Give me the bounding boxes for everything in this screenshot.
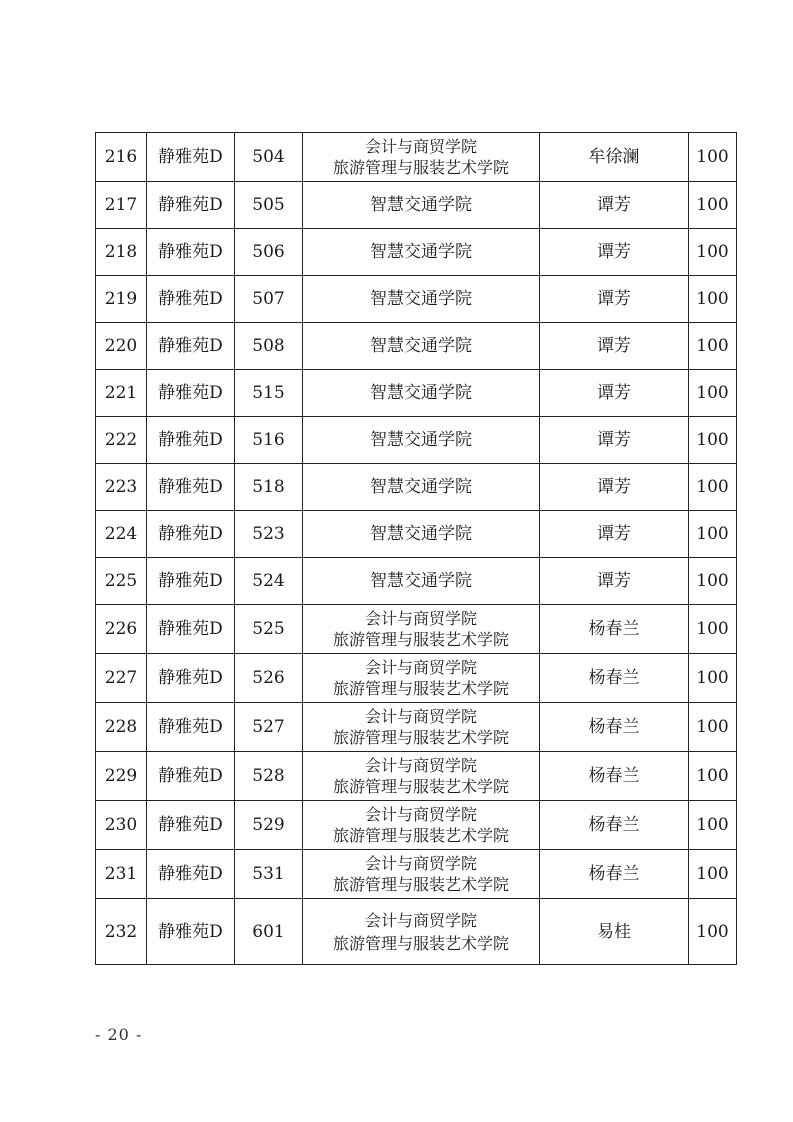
building-cell: 静雅苑D bbox=[147, 801, 235, 850]
college-cell bbox=[303, 605, 540, 654]
college-cell bbox=[303, 133, 540, 182]
building-cell: 静雅苑D bbox=[147, 323, 235, 370]
building-cell: 静雅苑D bbox=[147, 654, 235, 703]
table-row bbox=[96, 558, 737, 605]
person-in-charge-cell: 谭芳 bbox=[540, 276, 689, 323]
score-cell: 100 bbox=[689, 511, 737, 558]
score-cell: 100 bbox=[689, 703, 737, 752]
score-cell: 100 bbox=[689, 323, 737, 370]
person-in-charge-cell: 杨春兰 bbox=[540, 850, 689, 899]
table-body bbox=[96, 133, 737, 965]
row-number-cell: 226 bbox=[96, 605, 147, 654]
building-cell: 静雅苑D bbox=[147, 229, 235, 276]
person-in-charge-cell: 杨春兰 bbox=[540, 752, 689, 801]
person-in-charge-cell: 谭芳 bbox=[540, 370, 689, 417]
college-name: 智慧交通学院 bbox=[370, 195, 472, 215]
college-name: 旅游管理与服装艺术学院 bbox=[332, 158, 509, 177]
building-cell: 静雅苑D bbox=[147, 370, 235, 417]
table-row bbox=[96, 417, 737, 464]
college-name: 会计与商贸学院 bbox=[364, 658, 477, 677]
row-number-cell: 227 bbox=[96, 654, 147, 703]
college-name: 会计与商贸学院 bbox=[364, 137, 477, 156]
score-cell: 100 bbox=[689, 558, 737, 605]
table-row bbox=[96, 654, 737, 703]
college-name: 智慧交通学院 bbox=[370, 524, 472, 544]
score-cell: 100 bbox=[689, 229, 737, 276]
room-number-cell: 523 bbox=[235, 511, 303, 558]
college-name: 会计与商贸学院 bbox=[364, 805, 477, 824]
row-number-cell: 220 bbox=[96, 323, 147, 370]
college-name: 智慧交通学院 bbox=[370, 430, 472, 450]
building-cell: 静雅苑D bbox=[147, 511, 235, 558]
college-name: 智慧交通学院 bbox=[370, 477, 472, 497]
table-row bbox=[96, 370, 737, 417]
room-number-cell: 507 bbox=[235, 276, 303, 323]
person-in-charge-cell: 谭芳 bbox=[540, 558, 689, 605]
person-in-charge-cell: 谭芳 bbox=[540, 182, 689, 229]
table-row bbox=[96, 276, 737, 323]
college-cell bbox=[303, 558, 540, 605]
person-in-charge-cell: 杨春兰 bbox=[540, 801, 689, 850]
person-in-charge-cell: 谭芳 bbox=[540, 511, 689, 558]
table-row bbox=[96, 899, 737, 965]
building-cell: 静雅苑D bbox=[147, 182, 235, 229]
college-cell bbox=[303, 323, 540, 370]
dormitory-score-table bbox=[95, 132, 737, 965]
table-row bbox=[96, 323, 737, 370]
building-cell: 静雅苑D bbox=[147, 276, 235, 323]
room-number-cell: 527 bbox=[235, 703, 303, 752]
row-number-cell: 216 bbox=[96, 133, 147, 182]
college-cell bbox=[303, 370, 540, 417]
building-cell: 静雅苑D bbox=[147, 605, 235, 654]
row-number-cell: 232 bbox=[96, 899, 147, 965]
row-number-cell: 217 bbox=[96, 182, 147, 229]
row-number-cell: 229 bbox=[96, 752, 147, 801]
building-cell: 静雅苑D bbox=[147, 464, 235, 511]
college-name: 会计与商贸学院 bbox=[364, 854, 477, 873]
table-row bbox=[96, 850, 737, 899]
person-in-charge-cell: 牟徐澜 bbox=[540, 133, 689, 182]
table-row bbox=[96, 703, 737, 752]
room-number-cell: 526 bbox=[235, 654, 303, 703]
room-number-cell: 516 bbox=[235, 417, 303, 464]
row-number-cell: 224 bbox=[96, 511, 147, 558]
table-row bbox=[96, 511, 737, 558]
person-in-charge-cell: 杨春兰 bbox=[540, 703, 689, 752]
score-cell: 100 bbox=[689, 899, 737, 965]
college-name: 旅游管理与服装艺术学院 bbox=[332, 875, 509, 894]
college-cell bbox=[303, 511, 540, 558]
college-cell bbox=[303, 752, 540, 801]
college-name: 旅游管理与服装艺术学院 bbox=[332, 679, 509, 698]
person-in-charge-cell: 谭芳 bbox=[540, 417, 689, 464]
college-name: 会计与商贸学院 bbox=[364, 609, 477, 628]
person-in-charge-cell: 杨春兰 bbox=[540, 654, 689, 703]
college-name: 会计与商贸学院 bbox=[364, 707, 477, 726]
college-name: 会计与商贸学院 bbox=[364, 756, 477, 775]
person-in-charge-cell: 谭芳 bbox=[540, 229, 689, 276]
room-number-cell: 529 bbox=[235, 801, 303, 850]
score-cell: 100 bbox=[689, 654, 737, 703]
college-cell bbox=[303, 850, 540, 899]
room-number-cell: 505 bbox=[235, 182, 303, 229]
score-cell: 100 bbox=[689, 133, 737, 182]
college-name: 旅游管理与服装艺术学院 bbox=[332, 630, 509, 649]
college-cell bbox=[303, 229, 540, 276]
building-cell: 静雅苑D bbox=[147, 850, 235, 899]
room-number-cell: 504 bbox=[235, 133, 303, 182]
college-cell bbox=[303, 464, 540, 511]
building-cell: 静雅苑D bbox=[147, 703, 235, 752]
person-in-charge-cell: 谭芳 bbox=[540, 464, 689, 511]
room-number-cell: 528 bbox=[235, 752, 303, 801]
row-number-cell: 225 bbox=[96, 558, 147, 605]
score-cell: 100 bbox=[689, 801, 737, 850]
college-name: 旅游管理与服装艺术学院 bbox=[332, 728, 509, 747]
college-cell bbox=[303, 417, 540, 464]
score-cell: 100 bbox=[689, 605, 737, 654]
college-cell bbox=[303, 899, 540, 965]
score-cell: 100 bbox=[689, 752, 737, 801]
college-name: 会计与商贸学院 bbox=[364, 910, 477, 930]
college-name: 智慧交通学院 bbox=[370, 289, 472, 309]
score-cell: 100 bbox=[689, 417, 737, 464]
college-name: 旅游管理与服装艺术学院 bbox=[332, 777, 509, 796]
score-cell: 100 bbox=[689, 464, 737, 511]
college-cell bbox=[303, 276, 540, 323]
row-number-cell: 231 bbox=[96, 850, 147, 899]
college-name: 旅游管理与服装艺术学院 bbox=[332, 933, 509, 953]
room-number-cell: 508 bbox=[235, 323, 303, 370]
score-cell: 100 bbox=[689, 850, 737, 899]
college-cell bbox=[303, 182, 540, 229]
building-cell: 静雅苑D bbox=[147, 558, 235, 605]
row-number-cell: 221 bbox=[96, 370, 147, 417]
college-name: 智慧交通学院 bbox=[370, 571, 472, 591]
college-name: 智慧交通学院 bbox=[370, 242, 472, 262]
person-in-charge-cell: 易桂 bbox=[540, 899, 689, 965]
room-number-cell: 518 bbox=[235, 464, 303, 511]
building-cell: 静雅苑D bbox=[147, 752, 235, 801]
room-number-cell: 525 bbox=[235, 605, 303, 654]
room-number-cell: 515 bbox=[235, 370, 303, 417]
table-row bbox=[96, 464, 737, 511]
room-number-cell: 524 bbox=[235, 558, 303, 605]
college-name: 智慧交通学院 bbox=[370, 383, 472, 403]
score-cell: 100 bbox=[689, 276, 737, 323]
page-number: - 20 - bbox=[95, 1025, 143, 1044]
college-cell bbox=[303, 654, 540, 703]
college-cell bbox=[303, 703, 540, 752]
room-number-cell: 531 bbox=[235, 850, 303, 899]
table-row bbox=[96, 801, 737, 850]
table-row bbox=[96, 182, 737, 229]
row-number-cell: 230 bbox=[96, 801, 147, 850]
table-row bbox=[96, 229, 737, 276]
college-name: 智慧交通学院 bbox=[370, 336, 472, 356]
score-cell: 100 bbox=[689, 370, 737, 417]
room-number-cell: 601 bbox=[235, 899, 303, 965]
building-cell: 静雅苑D bbox=[147, 133, 235, 182]
person-in-charge-cell: 谭芳 bbox=[540, 323, 689, 370]
table-row bbox=[96, 605, 737, 654]
person-in-charge-cell: 杨春兰 bbox=[540, 605, 689, 654]
row-number-cell: 219 bbox=[96, 276, 147, 323]
score-cell: 100 bbox=[689, 182, 737, 229]
building-cell: 静雅苑D bbox=[147, 417, 235, 464]
row-number-cell: 218 bbox=[96, 229, 147, 276]
row-number-cell: 223 bbox=[96, 464, 147, 511]
building-cell: 静雅苑D bbox=[147, 899, 235, 965]
table-row bbox=[96, 133, 737, 182]
room-number-cell: 506 bbox=[235, 229, 303, 276]
row-number-cell: 228 bbox=[96, 703, 147, 752]
row-number-cell: 222 bbox=[96, 417, 147, 464]
college-cell bbox=[303, 801, 540, 850]
table-row bbox=[96, 752, 737, 801]
college-name: 旅游管理与服装艺术学院 bbox=[332, 826, 509, 845]
